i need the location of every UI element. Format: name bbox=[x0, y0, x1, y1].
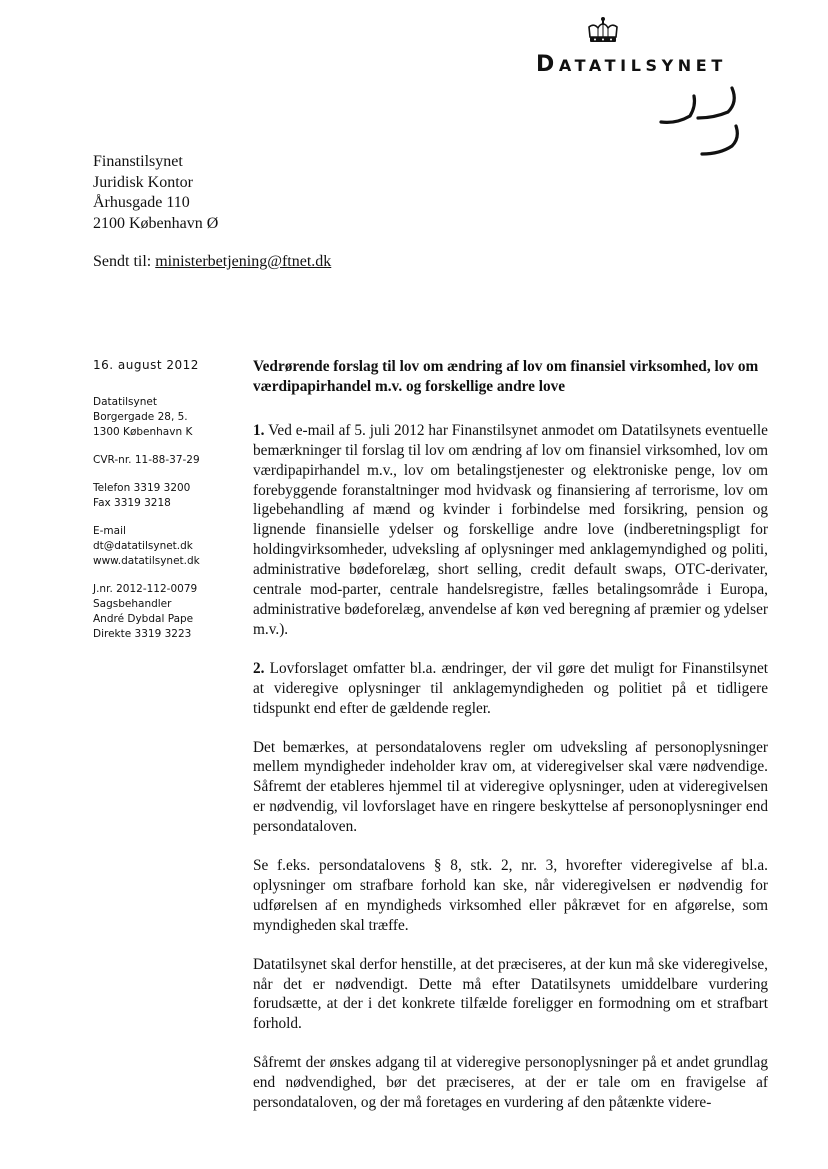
sent-to-email-link[interactable]: ministerbetjening@ftnet.dk bbox=[155, 253, 332, 270]
sender-address bbox=[93, 395, 243, 440]
email-block bbox=[93, 524, 243, 569]
paragraph-text: Lovforslaget omfatter bl.a. ændringer, der vil gøre det muligt for Finanstilsynet at videregive oplysninger til anklagemyndigheden og politiet på et tidligere tidspunkt end efter de gældende regler. bbox=[253, 659, 769, 717]
paragraph-2 bbox=[253, 659, 768, 719]
logo-wordmark: DATATILSYNET bbox=[536, 52, 727, 77]
sent-to-line bbox=[93, 253, 331, 271]
email-label: E-mail bbox=[93, 525, 126, 537]
signature-icon bbox=[656, 84, 756, 162]
sender-line: 1300 København K bbox=[93, 426, 193, 438]
paragraph-number: 1. bbox=[253, 421, 265, 439]
recipient-line: 2100 København Ø bbox=[93, 214, 219, 232]
phone-block bbox=[93, 481, 243, 511]
cvr-number: CVR-nr. 11-88-37-29 bbox=[93, 454, 200, 466]
case-handler-name: André Dybdal Pape bbox=[93, 613, 194, 625]
sender-line: Borgergade 28, 5. bbox=[93, 411, 188, 423]
paragraph-6: Såfremt der ønskes adgang til at videregive personoplysninger på et andet grundlag end nødvendighed, bør det præciseres, at der er tale om en fravigelse af persondataloven, og der må foretages en vurdering af den påtænkte videre- bbox=[253, 1054, 768, 1112]
letter-body bbox=[253, 357, 768, 1132]
letter-date: 16. august 2012 bbox=[93, 358, 199, 372]
case-block bbox=[93, 582, 243, 642]
case-handler-phone: Direkte 3319 3223 bbox=[93, 628, 192, 640]
website-link[interactable]: www.datatilsynet.dk bbox=[93, 555, 200, 567]
letter-subject: Vedrørende forslag til lov om ændring af lov om finansiel virksomhed, lov om værdipapirhandel m.v. og forskellige andre love bbox=[253, 358, 759, 395]
sender-sidebar bbox=[93, 358, 243, 655]
recipient-address bbox=[93, 152, 218, 234]
paragraph-4: Se f.eks. persondatalovens § 8, stk. 2, nr. 3, hvorefter videregivelse af bl.a. oplysninger om strafbare forhold kan ske, når videregivelsen er nødvendig for udførelsen af en myndigheds virksomhed eller påkrævet for en afgørelse, som myndigheden skal træffe. bbox=[253, 857, 768, 934]
fax-line: Fax 3319 3218 bbox=[93, 497, 171, 509]
paragraph-text: Ved e-mail af 5. juli 2012 har Finanstilsynet anmodet om Datatilsynets eventuelle bemærkninger til forslag til lov om ændring af lov om finansiel virksomhed, lov om værdipapirhandel m.v., lov om betalingstjenester og elektroniske penge, lov om forebyggende foranstaltninger mod hvidvask og finansiering af terrorisme, lov om ligebehandling af mænd og kvinder i forbindelse med forsikring, pension og lignende finansielle ydelser og forskellige andre love (indberetningspligt for holdingvirksomheder, udveksling af oplysninger med anklagemyndighed og politi, administrative bødeforelæg, short selling, credit default swaps, OTC-derivater, centrale mod-parter, centrale handelsregistre, fælles betalingsområde i Europa, administrative bødeforelæg, anvendelse af køn ved beregning af præmier og ydelser m.v.). bbox=[253, 421, 768, 638]
phone-line: Telefon 3319 3200 bbox=[93, 482, 191, 494]
email-address[interactable]: dt@datatilsynet.dk bbox=[93, 540, 193, 552]
case-handler-label: Sagsbehandler bbox=[93, 598, 172, 610]
paragraph-number: 2. bbox=[253, 659, 265, 677]
paragraph-1 bbox=[253, 421, 768, 640]
sender-line: Datatilsynet bbox=[93, 396, 157, 408]
sent-to-label: Sendt til: bbox=[93, 253, 152, 270]
paragraph-3: Det bemærkes, at persondatalovens regler om udveksling af personoplysninger mellem myndigheder indeholder krav om, at videregivelser skal være nødvendige. Såfremt der etableres hjemmel til at videregive oplysninger, uden at videregivelsen er nødvendig, vil lovforslaget have en ringere beskyttelse af personoplysninger end persondataloven. bbox=[253, 738, 768, 836]
crown-icon bbox=[586, 16, 620, 46]
case-number: J.nr. 2012-112-0079 bbox=[93, 583, 198, 595]
recipient-line: Århusgade 110 bbox=[93, 194, 190, 211]
paragraph-5: Datatilsynet skal derfor henstille, at det præciseres, at der kun må ske videregivelse, når det er nødvendigt. Dette må efter Datatilsynets umiddelbare vurdering forudsætte, at der i det konkrete tilfælde foreligger en formodning om et strafbart forhold. bbox=[253, 955, 768, 1033]
recipient-line: Juridisk Kontor bbox=[93, 173, 193, 191]
recipient-line: Finanstilsynet bbox=[93, 153, 183, 170]
